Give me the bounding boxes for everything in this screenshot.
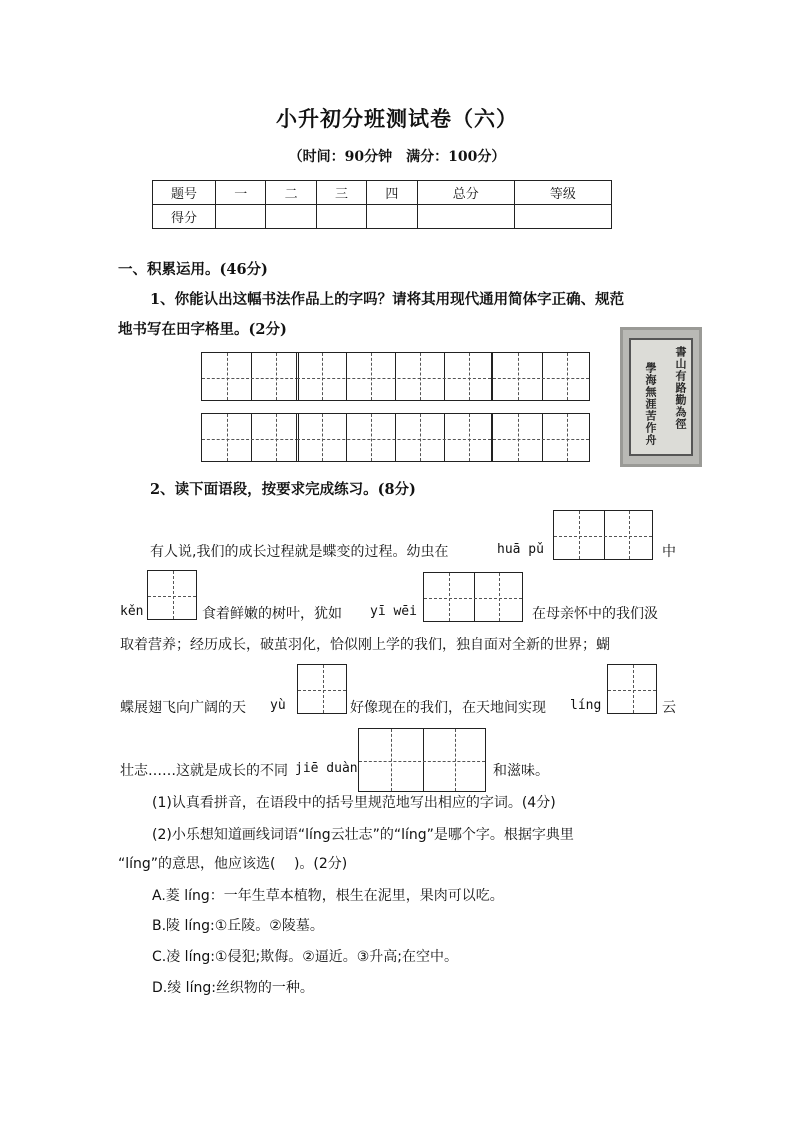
paragraph-text: 食着鲜嫩的树叶，犹如: [202, 606, 342, 622]
q1-writing-grid[interactable]: [201, 413, 299, 462]
q1-prompt-line-2: 地书写在田字格里。(2分): [118, 321, 287, 338]
answer-grid-huapu[interactable]: [553, 510, 653, 560]
score-header-cell: 等级: [514, 181, 611, 205]
score-header-cell: 四: [367, 181, 417, 205]
q2-sub-question-2-line-1: (2)小乐想知道画线词语“líng云壮志”的“líng”是哪个字。根据字典里: [152, 827, 574, 843]
score-header-cell: 二: [266, 181, 316, 205]
q1-writing-grid[interactable]: [492, 352, 590, 401]
option-a[interactable]: A.菱 líng：一年生草本植物，根生在泥里，果肉可以吃。: [152, 888, 504, 904]
paragraph-text: 和滋味。: [493, 763, 549, 779]
score-cell[interactable]: [266, 205, 316, 229]
pinyin-label: líng: [570, 698, 602, 713]
score-cell[interactable]: [514, 205, 611, 229]
q2-sub-question-2-line-2: “líng”的意思，他应该选( )。(2分): [118, 856, 348, 872]
paragraph-text: 在母亲怀中的我们汲: [532, 606, 658, 622]
paragraph-text: 蝶展翅飞向广阔的天: [120, 700, 246, 716]
paragraph-text: 有人说,我们的成长过程就是蝶变的过程。幼虫在: [150, 544, 449, 560]
calligraphy-image: [620, 327, 702, 467]
answer-grid-yu[interactable]: [297, 664, 347, 714]
q2-sub-question-1: (1)认真看拼音，在语段中的括号里规范地写出相应的字词。(4分): [152, 795, 556, 811]
score-table: [152, 180, 612, 229]
calligraphy-right-column: 書山有路勤為徑: [674, 346, 687, 430]
option-c[interactable]: C.凌 líng:①侵犯;欺侮。②逼近。③升高;在空中。: [152, 949, 459, 965]
answer-grid-ling[interactable]: [607, 664, 657, 714]
score-header-cell: 三: [316, 181, 366, 205]
score-table-header-row: [153, 181, 612, 205]
section-1-heading: 一、积累运用。(46分): [118, 261, 268, 278]
paragraph-text: 云: [662, 700, 676, 716]
q1-prompt-line-1: 1、你能认出这幅书法作品上的字吗？请将其用现代通用简体字正确、规范: [150, 291, 625, 308]
q1-writing-grid[interactable]: [201, 352, 299, 401]
score-table-score-row: [153, 205, 612, 229]
pinyin-label: huā pǔ: [497, 542, 544, 557]
option-d[interactable]: D.绫 líng:丝织物的一种。: [152, 980, 314, 996]
option-b[interactable]: B.陵 líng:①丘陵。②陵墓。: [152, 918, 324, 934]
score-cell[interactable]: [216, 205, 266, 229]
q1-writing-grid[interactable]: [296, 352, 492, 401]
paragraph-text: 取着营养；经历成长，破茧羽化，恰似刚上学的我们，独自面对全新的世界；蝴: [120, 637, 610, 653]
pinyin-label: yù: [270, 698, 286, 713]
score-cell[interactable]: [417, 205, 514, 229]
score-header-cell: 题号: [153, 181, 216, 205]
score-header-cell: 一: [216, 181, 266, 205]
score-header-cell: 总分: [417, 181, 514, 205]
q1-writing-grid[interactable]: [296, 413, 492, 462]
score-cell[interactable]: [316, 205, 366, 229]
answer-grid-yiwei[interactable]: [423, 572, 523, 622]
q1-writing-grid[interactable]: [492, 413, 590, 462]
q2-prompt: 2、读下面语段，按要求完成练习。(8分): [150, 481, 416, 498]
answer-grid-ken[interactable]: [147, 570, 197, 620]
pinyin-label: kěn: [120, 604, 144, 619]
page-title: 小升初分班测试卷（六）: [276, 106, 518, 131]
paragraph-text: 壮志……这就是成长的不同: [120, 763, 288, 779]
pinyin-label: yī wēi: [370, 604, 417, 619]
exam-info: （时间：90分钟 满分：100分）: [288, 149, 506, 165]
pinyin-label: jiē duàn: [295, 761, 358, 776]
score-cell[interactable]: [367, 205, 417, 229]
score-row-label: 得分: [153, 205, 216, 229]
paragraph-text: 好像现在的我们，在天地间实现: [350, 700, 546, 716]
paragraph-text: 中: [662, 544, 676, 560]
answer-grid-jieduan[interactable]: [358, 728, 486, 792]
calligraphy-left-column: 學海無涯苦作舟: [644, 362, 657, 446]
